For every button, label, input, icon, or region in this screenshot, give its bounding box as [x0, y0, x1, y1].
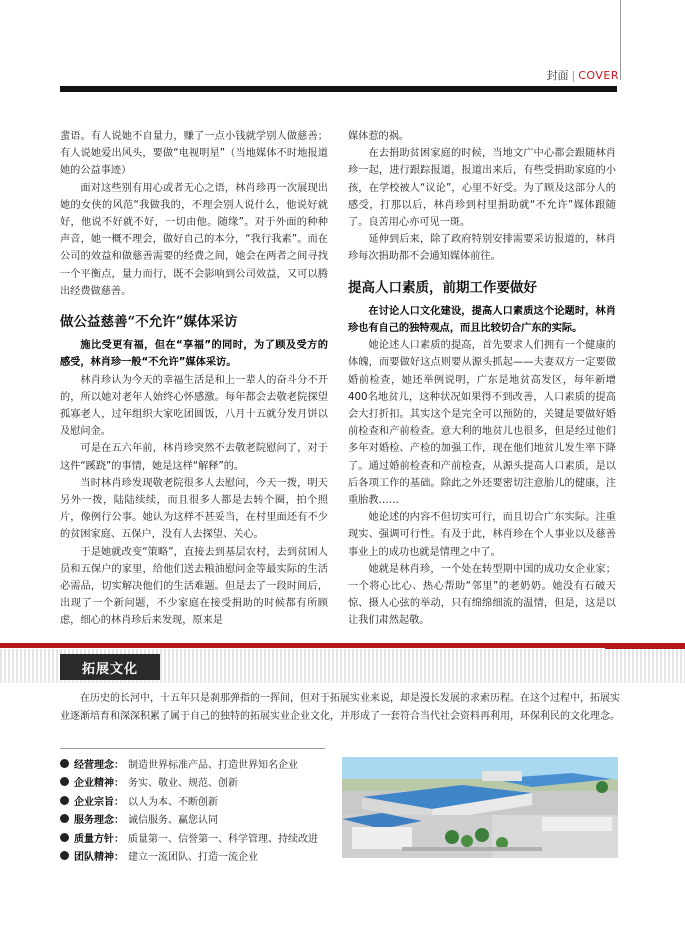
value-text: 质量第一、信誉第一、科学管理、持续改进: [128, 833, 318, 845]
value-text: 诚信服务、赢您认同: [128, 815, 218, 827]
list-item: [60, 754, 340, 773]
paragraph: 媒体惹的祸。: [348, 131, 410, 142]
section-header-cn: 封面: [546, 69, 569, 82]
list-item: [60, 828, 340, 847]
factory-photo-illustration: [342, 757, 618, 858]
header-divider-line: [620, 0, 621, 80]
list-item: [60, 810, 340, 829]
value-key: 企业宗旨：: [74, 796, 124, 808]
section-intro: 在历史的长河中，十五年只是刹那弹指的一挥间，但对于拓展实业来说，却是漫长发展的求索历程。在这个过程中，拓展实业逐渐培育和深深积累了属于自己的独特的拓展实业企业文化，并形成了一套符合当代社会资料再利用，环保利民的文化理念。: [60, 693, 620, 722]
paragraph: 面对这些别有用心或者无心之语，林肖珍再一次展现出她的女侠的风范“我做我的，不理会别人说什么，他说好就好，他说不好就不好，一切由他。随缘”。对于外面的种种声音，她一概不理会，做好自己的本分，“我行我素”。而在公司的效益和做慈善需要的经费之间，她会在两者之间寻找一个平衡点，量力而行，既不会影响到公司效益，又可以腾出经费做慈善。: [60, 182, 328, 297]
bullet-icon: [60, 777, 69, 786]
section-header-separator: |: [571, 68, 576, 82]
bullet-icon: [60, 759, 69, 768]
section-header: [547, 67, 619, 83]
value-text: 建立一流团队、打造一流企业: [128, 852, 258, 864]
paragraph: 可是在五六年前，林肖珍突然不去敬老院慰问了，对于这件“蹊跷”的事情，她是这样“解释”的。: [60, 443, 328, 472]
lead-paragraph: 施比受更有福，但在“享福”的同时，为了顾及受方的感受，林肖珍一般“不允许”媒体采访。: [60, 340, 328, 369]
value-key: 服务理念：: [74, 815, 124, 827]
subheading: 提高人口素质，前期工作要做好: [348, 279, 537, 296]
paragraph: 于是她就改变“策略”，直接去到基层农村，去到贫困人员和五保户的家里，给他们送去粮油慰问金等最实际的生活必需品，切实解决他们的生活难题。但是去了一段时间后，出现了一个新问题，不少家庭在接受捐助的时候都有所顾虑，细心的林肖珍后来发现，原来是: [60, 546, 328, 627]
subheading: 做公益慈善“不允许”媒体采访: [60, 314, 238, 331]
bullet-icon: [60, 796, 69, 805]
article-right-column: [348, 128, 616, 630]
paragraph: 她论述的内容不但切实可行，而且切合广东实际。注重现实、强调可行性。有及于此，林肖珍在个人事业以及慈善事业上的成功也就是情理之中了。: [348, 512, 616, 558]
list-item: [60, 847, 340, 866]
bullet-icon: [60, 833, 69, 842]
section-title-tab: 拓展文化: [60, 654, 160, 680]
section-red-band: [0, 643, 685, 648]
value-key: 团队精神：: [74, 852, 124, 864]
paragraph: 延伸到后来，除了政府特别安排需要采访报道的，林肖珍每次捐助都不会通知媒体前往。: [348, 234, 616, 263]
value-key: 企业精神：: [74, 778, 124, 790]
bullet-icon: [60, 851, 69, 860]
paragraph: 她论述人口素质的提高，首先要求人们拥有一个健康的体魄，而要做好这点则要从源头抓起——夫妻双方一定要做婚前检查，她还举例说明，广东是地贫高发区，每年新增400名地贫儿，这种状况如果得不到改善，人口素质的提高会大打折扣。其实这个是完全可以预防的，关键是要做好婚前检查和产前检查。意大利的地贫儿也很多，但是经过他们多年对婚检、产检的加强工作，现在他们地贫儿发生率下降了。通过婚前检查和产前检查，从源头提高人口素质，是以后各项工作的基础。除此之外还要密切注意胎儿的健康，注重胎教……: [348, 340, 616, 507]
bullet-icon: [60, 814, 69, 823]
culture-values-list: [60, 754, 340, 865]
value-key: 经营理念：: [74, 759, 124, 771]
paragraph: 当时林肖珍发现敬老院很多人去慰问，今天一拨，明天另外一拨，陆陆续续，而且很多人都是去转个圈，拍个照片，像例行公事。她认为这样不甚妥当，在村里面还有不少的贫困家庭、五保户，没有人去探望、关心。: [60, 477, 328, 541]
paragraph: 在去捐助贫困家庭的时候，当地文广中心都会跟随林肖珍一起，进行跟踪报道，报道出来后，有些受捐助家庭的小孩，在学校被人“议论”，心里不好受。为了顾及这部分人的感受，打那以后，林肖珍到村里捐助就“不允许”媒体跟随了。良苦用心亦可见一斑。: [348, 148, 616, 229]
section-header-en: COVER: [578, 68, 619, 82]
list-item: [60, 791, 340, 810]
top-black-bar: [60, 86, 617, 92]
article-left-column: [60, 128, 328, 630]
list-item: [60, 773, 340, 792]
value-key: 质量方针：: [74, 833, 124, 845]
value-text: 制造世界标准产品、打造世界知名企业: [128, 759, 298, 771]
value-text: 务实、敬业、规范、创新: [128, 778, 238, 790]
paragraph: 她就是林肖珍，一个处在转型期中国的成功女企业家；一个将心比心、热心帮助“邻里”的老奶奶。她没有石破天惊、摄人心弦的举动，只有绵绵细流的温情，但是，这是以让我们肃然起敬。: [348, 563, 616, 627]
value-text: 以人为本、不断创新: [128, 796, 218, 808]
paragraph: 林肖珍认为今天的幸福生活是和上一辈人的奋斗分不开的，所以她对老年人始终心怀感激。每年都会去敬老院探望孤寡老人，过年组织大家吃团圆饭，八月十五就分发月饼以及慰问金。: [60, 374, 328, 438]
paragraph: 蜚语。有人说她不自量力，赚了一点小钱就学别人做慈善；有人说她爱出风头，要做“电视明星”（当地媒体不时地报道她的公益事迹）: [60, 131, 328, 177]
lead-paragraph: 在讨论人口文化建设，提高人口素质这个论题时，林肖珍也有自己的独特观点，而且比较切合广东的实际。: [348, 305, 616, 335]
section-divider: [60, 748, 325, 749]
factory-aerial-photo: [342, 757, 618, 858]
